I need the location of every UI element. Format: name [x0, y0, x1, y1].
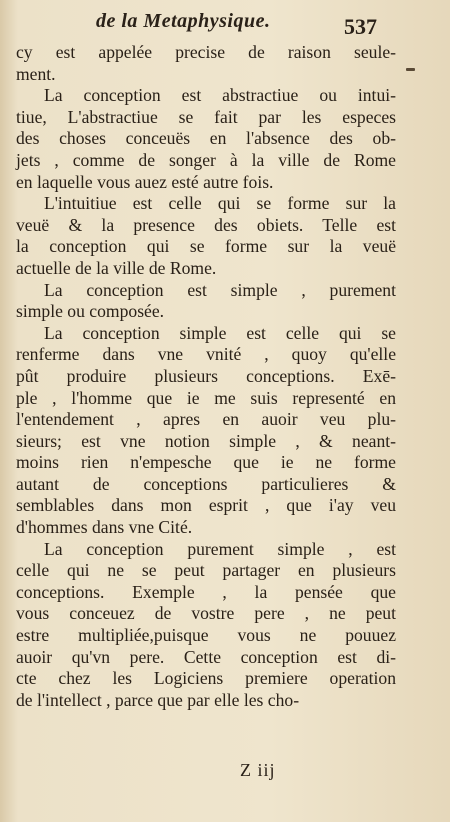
- text-line: autant de conceptions particulieres &: [16, 473, 396, 494]
- text-line: veuë & la presence des obiets. Telle est: [16, 214, 396, 235]
- text-line: cy est appelée precise de raison seule-: [16, 42, 396, 62]
- text-line: L'intuitiue est celle qui se forme sur la: [44, 193, 396, 214]
- paragraph: [16, 280, 396, 323]
- text-line: renferme dans vne vnité , quoy qu'elle: [16, 344, 396, 365]
- text-line: ple , l'homme que ie me suis representé en: [16, 387, 396, 408]
- text-line: d'hommes dans vne Cité.: [16, 517, 193, 538]
- text-line: auoir qu'vn pere. Cette conception est di-: [16, 646, 396, 667]
- text-line: simple ou composée.: [16, 301, 165, 322]
- paragraph: [16, 539, 396, 712]
- text-line: ment.: [16, 63, 56, 84]
- text-line: La conception simple est celle qui se: [44, 322, 396, 343]
- text-line: La conception purement simple , est: [44, 538, 396, 559]
- text-line: semblables dans mon esprit , que i'ay veu: [16, 495, 396, 516]
- text-line: sieurs; est vne notion simple , & neant-: [16, 430, 396, 451]
- paragraph: [16, 85, 396, 193]
- running-title: de la Metaphysique.: [96, 10, 271, 32]
- page-header: [0, 10, 450, 46]
- text-line: la conception qui se forme sur la veuë: [16, 236, 396, 257]
- text-line: conceptions. Exemple , la pensée que: [16, 581, 396, 602]
- text-line: tiue, L'abstractiue se fait par les especes: [16, 106, 396, 127]
- signature-mark: Z iij: [240, 760, 276, 780]
- text-line: estre multipliée,puisque vous ne pouuez: [16, 625, 396, 646]
- text-line: La conception est abstractiue ou intui-: [44, 85, 396, 106]
- text-line: moins rien n'empesche que ie ne forme: [16, 452, 396, 473]
- text-line: pût produire plusieurs conceptions. Exē-: [16, 365, 396, 386]
- text-line: des choses conceuës en l'absence des ob-: [16, 128, 396, 149]
- text-line: actuelle de la ville de Rome.: [16, 257, 217, 278]
- paragraph: [16, 323, 396, 539]
- text-line: en laquelle vous auez esté autre fois.: [16, 171, 274, 192]
- text-line: La conception est simple , purement: [44, 279, 396, 300]
- paragraph: [16, 42, 396, 85]
- text-line: vous conceuez de vostre pere , ne peut: [16, 603, 396, 624]
- text-line: celle qui ne se peut partager en plusieurs: [16, 560, 396, 581]
- text-line: l'entendement , apres en auoir veu plu-: [16, 409, 396, 430]
- margin-mark: [406, 68, 415, 71]
- text-line: de l'intellect , parce que par elle les cho-: [16, 689, 300, 710]
- page-number: 537: [344, 14, 377, 39]
- body-text: [16, 42, 396, 711]
- paragraph: [16, 193, 396, 279]
- text-line: cte chez les Logiciens premiere operation: [16, 668, 396, 689]
- text-line: jets , comme de songer à la ville de Rome: [16, 149, 396, 170]
